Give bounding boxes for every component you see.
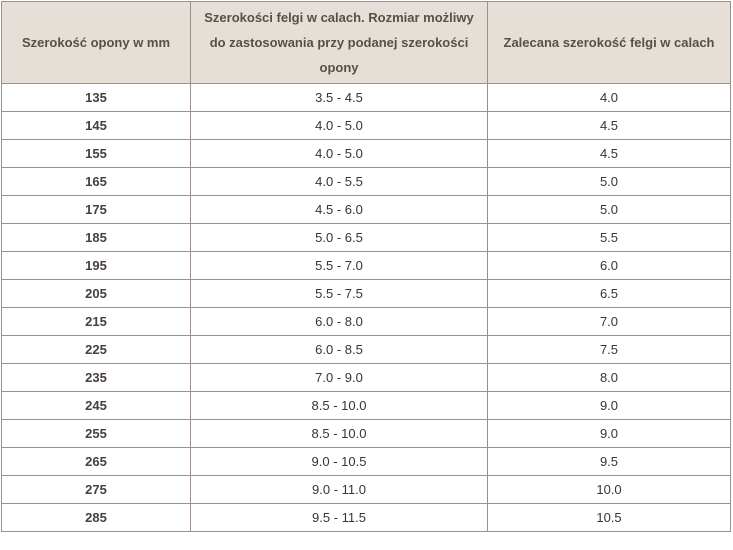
cell-rim-width-range: 3.5 - 4.5 <box>191 84 488 112</box>
cell-recommended-rim-width: 10.5 <box>488 504 731 532</box>
table-row <box>2 504 731 532</box>
cell-rim-width-range: 5.0 - 6.5 <box>191 224 488 252</box>
table-row <box>2 196 731 224</box>
table-row <box>2 280 731 308</box>
table-header <box>2 2 731 84</box>
cell-rim-width-range: 8.5 - 10.0 <box>191 420 488 448</box>
cell-recommended-rim-width: 5.5 <box>488 224 731 252</box>
table-row <box>2 224 731 252</box>
cell-tire-width: 265 <box>2 448 191 476</box>
table-row <box>2 168 731 196</box>
header-recommended-rim-width: Zalecana szerokość felgi w calach <box>488 2 731 84</box>
cell-rim-width-range: 4.0 - 5.0 <box>191 112 488 140</box>
cell-rim-width-range: 5.5 - 7.0 <box>191 252 488 280</box>
cell-tire-width: 225 <box>2 336 191 364</box>
cell-tire-width: 185 <box>2 224 191 252</box>
cell-recommended-rim-width: 7.0 <box>488 308 731 336</box>
cell-rim-width-range: 9.0 - 11.0 <box>191 476 488 504</box>
cell-recommended-rim-width: 4.0 <box>488 84 731 112</box>
tire-rim-width-table <box>1 1 731 532</box>
cell-recommended-rim-width: 6.0 <box>488 252 731 280</box>
cell-rim-width-range: 9.0 - 10.5 <box>191 448 488 476</box>
cell-rim-width-range: 6.0 - 8.0 <box>191 308 488 336</box>
cell-rim-width-range: 9.5 - 11.5 <box>191 504 488 532</box>
table-row <box>2 448 731 476</box>
cell-rim-width-range: 7.0 - 9.0 <box>191 364 488 392</box>
table-row <box>2 364 731 392</box>
table-row <box>2 336 731 364</box>
cell-rim-width-range: 8.5 - 10.0 <box>191 392 488 420</box>
cell-tire-width: 175 <box>2 196 191 224</box>
cell-recommended-rim-width: 9.5 <box>488 448 731 476</box>
cell-tire-width: 135 <box>2 84 191 112</box>
cell-tire-width: 165 <box>2 168 191 196</box>
cell-recommended-rim-width: 7.5 <box>488 336 731 364</box>
cell-tire-width: 285 <box>2 504 191 532</box>
cell-tire-width: 255 <box>2 420 191 448</box>
header-rim-width-range: Szerokości felgi w calach. Rozmiar możliwy do zastosowania przy podanej szerokości opony <box>191 2 488 84</box>
cell-tire-width: 205 <box>2 280 191 308</box>
cell-recommended-rim-width: 5.0 <box>488 196 731 224</box>
cell-tire-width: 245 <box>2 392 191 420</box>
cell-recommended-rim-width: 4.5 <box>488 112 731 140</box>
cell-rim-width-range: 4.0 - 5.0 <box>191 140 488 168</box>
table-row <box>2 308 731 336</box>
table-row <box>2 476 731 504</box>
cell-recommended-rim-width: 10.0 <box>488 476 731 504</box>
cell-tire-width: 195 <box>2 252 191 280</box>
table-row <box>2 392 731 420</box>
cell-rim-width-range: 6.0 - 8.5 <box>191 336 488 364</box>
cell-tire-width: 145 <box>2 112 191 140</box>
cell-rim-width-range: 5.5 - 7.5 <box>191 280 488 308</box>
cell-rim-width-range: 4.0 - 5.5 <box>191 168 488 196</box>
table-row <box>2 112 731 140</box>
header-tire-width: Szerokość opony w mm <box>2 2 191 84</box>
table-row <box>2 140 731 168</box>
cell-rim-width-range: 4.5 - 6.0 <box>191 196 488 224</box>
cell-recommended-rim-width: 5.0 <box>488 168 731 196</box>
table-row <box>2 420 731 448</box>
cell-recommended-rim-width: 9.0 <box>488 392 731 420</box>
cell-recommended-rim-width: 4.5 <box>488 140 731 168</box>
cell-tire-width: 275 <box>2 476 191 504</box>
table-row <box>2 84 731 112</box>
header-row <box>2 2 731 84</box>
cell-recommended-rim-width: 8.0 <box>488 364 731 392</box>
table-row <box>2 252 731 280</box>
cell-tire-width: 215 <box>2 308 191 336</box>
cell-recommended-rim-width: 6.5 <box>488 280 731 308</box>
table-body <box>2 84 731 532</box>
cell-tire-width: 235 <box>2 364 191 392</box>
cell-tire-width: 155 <box>2 140 191 168</box>
cell-recommended-rim-width: 9.0 <box>488 420 731 448</box>
